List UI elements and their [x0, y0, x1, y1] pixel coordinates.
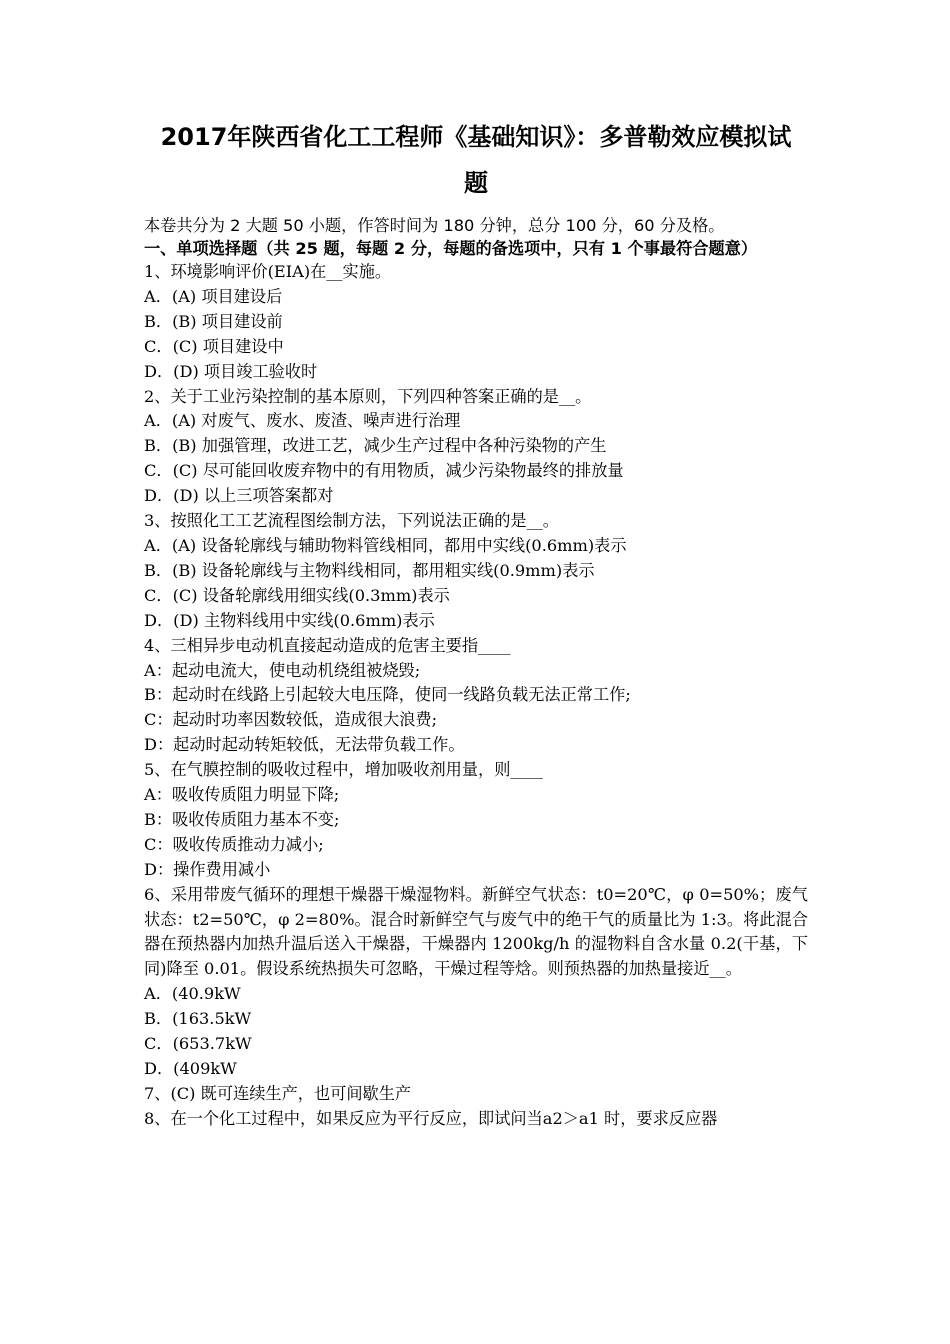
option-c: C．(653.7kW: [144, 1034, 252, 1054]
document-title: 2017年陕西省化工工程师《基础知识》：多普勒效应模拟试: [160, 123, 792, 151]
option-b: B：吸收传质阻力基本不变;: [144, 809, 340, 829]
option-d: D：操作费用减小: [144, 859, 271, 879]
option-d: D．(D) 主物料线用中实线(0.6mm)表示: [144, 610, 435, 630]
question-stem: 4、三相异步电动机直接起动造成的危害主要指____: [144, 635, 511, 655]
question-stem: 1、环境影响评价(EIA)在__实施。: [144, 262, 392, 281]
question-1: [144, 260, 808, 385]
option-a: A：起动电流大，使电动机绕组被烧毁;: [144, 660, 421, 680]
option-c: C．(C) 尽可能回收废弃物中的有用物质，减少污染物最终的排放量: [144, 461, 624, 481]
option-d: D．(409kW: [144, 1059, 237, 1078]
question-stem: 3、按照化工工艺流程图绘制方法，下列说法正确的是__。: [144, 511, 559, 531]
question-5: [144, 758, 808, 883]
option-d: D．(D) 项目竣工验收时: [144, 361, 318, 381]
option-b: B．(B) 设备轮廓线与主物料线相同，都用粗实线(0.9mm)表示: [144, 560, 595, 580]
option-d: D．(D) 以上三项答案都对: [144, 486, 334, 506]
option-a: A：吸收传质阻力明显下降;: [144, 785, 340, 805]
option-b: B：起动时在线路上引起较大电压降，使同一线路负载无法正常工作;: [144, 685, 631, 705]
document-title-continued: 题: [464, 169, 488, 197]
question-8-line: 8、在一个化工过程中，如果反应为平行反应，即试问当a2＞a1 时，要求反应器: [144, 1108, 718, 1128]
question-stem: 5、在气膜控制的吸收过程中，增加吸收剂用量，则____: [144, 760, 543, 780]
question-stem: 6、采用带废气循环的理想干燥器干燥湿物料。新鲜空气状态：t0=20℃，φ 0=50%；废气状态：t2=50℃，φ 2=80%。混合时新鲜空气与废气中的绝干气的质量比为 1:3。将此混合器在预热器内加热升温后送入干燥器，干燥器内 1200kg/h 的湿物料自含水量 0.2(干基，下同)降至 0.01。假设系统热损失可忽略，干燥过程等焓。则预热器的加热量接近__。: [144, 884, 808, 979]
option-d: D：起动时起动转矩较低，无法带负载工作。: [144, 735, 465, 755]
option-b: B．(163.5kW: [144, 1009, 252, 1029]
question-4: [144, 634, 808, 759]
option-a: A．(A) 项目建设后: [144, 286, 283, 306]
option-a: A．(A) 对废气、废水、废渣、噪声进行治理: [144, 411, 461, 431]
section-heading: 一、单项选择题（共 25 题，每题 2 分，每题的备选项中，只有 1 个事最符合题意）: [144, 239, 758, 258]
question-6: [144, 883, 808, 1082]
option-a: A．(A) 设备轮廓线与辅助物料管线相同，都用中实线(0.6mm)表示: [144, 535, 627, 555]
question-3: [144, 509, 808, 634]
question-7-line: 7、(C) 既可连续生产，也可间歇生产: [144, 1083, 412, 1103]
option-b: B．(B) 项目建设前: [144, 311, 283, 331]
option-c: C．(C) 项目建设中: [144, 336, 284, 356]
option-c: C：起动时功率因数较低，造成很大浪费;: [144, 710, 438, 730]
option-b: B．(B) 加强管理，改进工艺，减少生产过程中各种污染物的产生: [144, 436, 607, 456]
option-c: C：吸收传质推动力减小;: [144, 834, 324, 854]
option-c: C．(C) 设备轮廓线用细实线(0.3mm)表示: [144, 585, 450, 605]
question-2: [144, 385, 808, 510]
exam-intro: 本卷共分为 2 大题 50 小题，作答时间为 180 分钟，总分 100 分，60 分及格。: [144, 216, 725, 235]
document-page: [144, 114, 808, 1132]
question-stem: 2、关于工业污染控制的基本原则，下列四种答案正确的是__。: [144, 386, 592, 406]
option-a: A．(40.9kW: [144, 984, 241, 1004]
